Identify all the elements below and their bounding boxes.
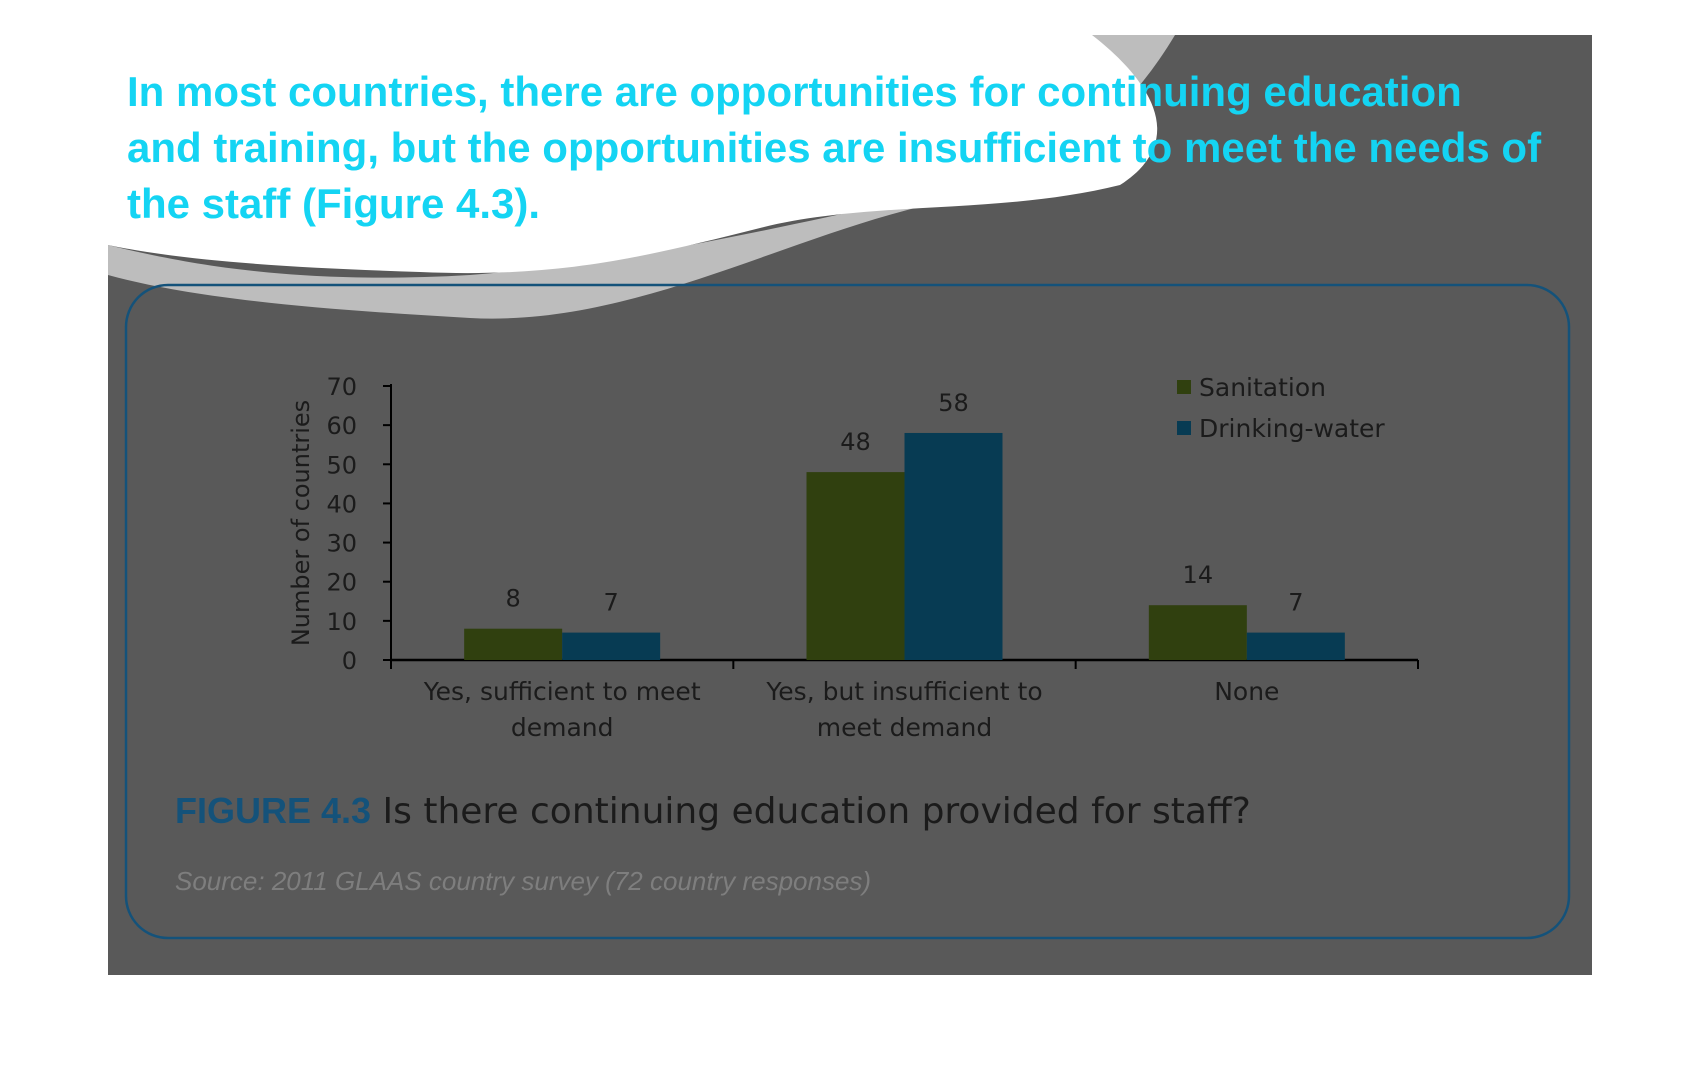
- bar-chart: [287, 373, 1418, 742]
- x-category-label: demand: [510, 713, 614, 742]
- bar-drinking-water-0: [562, 633, 660, 660]
- legend-swatch: [1177, 421, 1191, 435]
- legend-swatch: [1177, 380, 1191, 394]
- legend-label: Sanitation: [1199, 373, 1326, 402]
- bar-sanitation-2: [1149, 605, 1247, 660]
- y-tick-label: 50: [326, 451, 357, 480]
- data-label: 7: [603, 588, 619, 617]
- y-tick-label: 10: [326, 607, 357, 636]
- x-category-label: Yes, sufficient to meet: [423, 677, 701, 706]
- data-label: 48: [840, 428, 871, 457]
- bar-sanitation-0: [464, 629, 562, 660]
- y-tick-label: 20: [326, 568, 357, 597]
- data-label: 58: [938, 388, 969, 417]
- x-category-label: None: [1214, 677, 1280, 706]
- data-label: 7: [1288, 588, 1304, 617]
- figure-caption: [175, 790, 1251, 832]
- y-tick-label: 60: [326, 412, 357, 441]
- legend-label: Drinking-water: [1199, 414, 1385, 443]
- y-axis-label: Number of countries: [287, 399, 315, 647]
- figure-title: Is there continuing education provided for staff?: [371, 791, 1251, 832]
- figure-number: FIGURE 4.3: [175, 790, 372, 831]
- source-note: Source: 2011 GLAAS country survey (72 country responses): [175, 866, 872, 896]
- y-tick-label: 70: [326, 373, 357, 401]
- y-tick-label: 40: [326, 490, 357, 519]
- headline: In most countries, there are opportunities for continuing education and training, but the opportunities are insufficient to meet the needs of the staff (Figure 4.3).: [127, 68, 1542, 227]
- y-tick-label: 30: [326, 529, 357, 558]
- data-label: 8: [505, 584, 521, 613]
- data-label: 14: [1182, 561, 1214, 590]
- bar-drinking-water-2: [1247, 633, 1345, 660]
- bar-sanitation-1: [807, 472, 905, 660]
- bar-drinking-water-1: [905, 433, 1003, 660]
- x-category-label: Yes, but insufficient to: [766, 677, 1043, 706]
- y-tick-label: 0: [341, 647, 357, 675]
- x-category-label: meet demand: [816, 713, 993, 742]
